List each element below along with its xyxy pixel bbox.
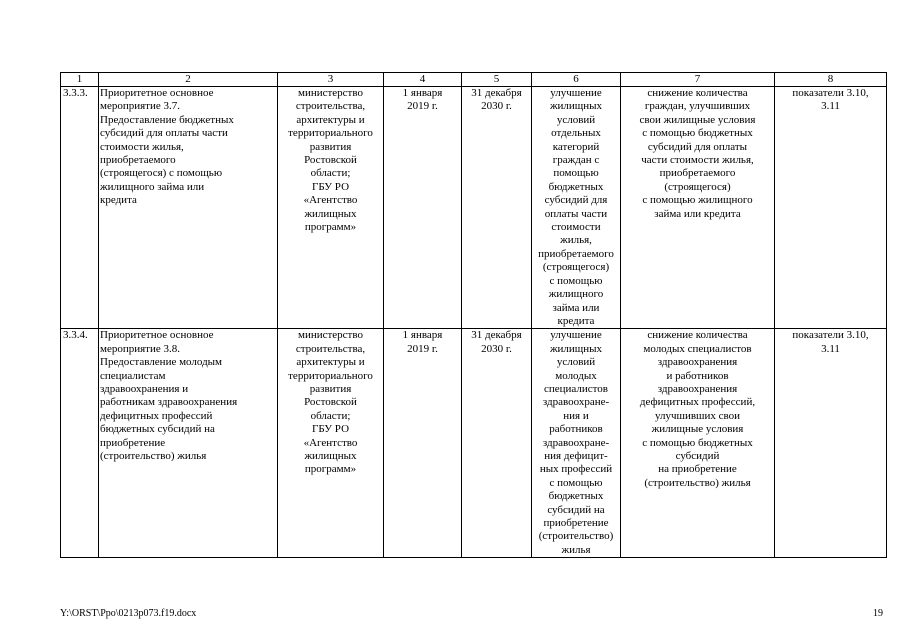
header-cell: 4 xyxy=(384,73,462,87)
activity-name-cell: Приоритетное основное мероприятие 3.8. Предоставление молодым специалистам здравоохранения и работникам здравоохранения дефицитных профессий бюджетных субсидий на приобретение (строительство) жилья xyxy=(99,329,278,558)
document-file-path: Y:\ORST\Ppo\0213p073.f19.docx xyxy=(60,608,197,619)
end-date-cell: 31 декабря 2030 г. xyxy=(462,87,532,329)
program-activities-table xyxy=(60,72,887,558)
column-number-header-row xyxy=(61,73,887,87)
activity-name-cell: Приоритетное основное мероприятие 3.7. Предоставление бюджетных субсидий для оплаты части стоимости жилья, приобретаемого (строящегося) с помощью жилищного займа или кредита xyxy=(99,87,278,329)
end-date-cell: 31 декабря 2030 г. xyxy=(462,329,532,558)
expected-result-cell: улучшение жилищных условий отдельных категорий граждан с помощью бюджетных субсидий для оплаты части стоимости жилья, приобретаемого (строящегося) с помощью жилищного займа или кредита xyxy=(532,87,621,329)
header-cell: 7 xyxy=(621,73,775,87)
start-date-cell: 1 января 2019 г. xyxy=(384,87,462,329)
indicators-cell: показатели 3.10, 3.11 xyxy=(775,329,887,558)
executor-cell: министерство строительства, архитектуры и территориального развития Ростовской области; ГБУ РО «Агентство жилищных программ» xyxy=(278,87,384,329)
start-date-cell: 1 января 2019 г. xyxy=(384,329,462,558)
header-cell: 2 xyxy=(99,73,278,87)
expected-result-cell: улучшение жилищных условий молодых специалистов здравоохране- ния и работников здравоохране- ния дефицит- ных профессий с помощью бюджетных субсидий на приобретение (строительство) жилья xyxy=(532,329,621,558)
header-cell: 5 xyxy=(462,73,532,87)
header-cell: 1 xyxy=(61,73,99,87)
header-cell: 8 xyxy=(775,73,887,87)
indicators-cell: показатели 3.10, 3.11 xyxy=(775,87,887,329)
row-number-cell: 3.3.4. xyxy=(61,329,99,558)
page-number: 19 xyxy=(873,608,883,619)
header-cell: 3 xyxy=(278,73,384,87)
header-cell: 6 xyxy=(532,73,621,87)
row-number-cell: 3.3.3. xyxy=(61,87,99,329)
consequence-cell: снижение количества молодых специалистов здравоохранения и работников здравоохранения дефицитных профессий, улучшивших свои жилищные условия с помощью бюджетных субсидий на приобретение (строительство) жилья xyxy=(621,329,775,558)
table-row xyxy=(61,329,887,558)
consequence-cell: снижение количества граждан, улучшивших свои жилищные условия с помощью бюджетных субсидий для оплаты части стоимости жилья, приобретаемого (строящегося) с помощью жилищного займа или кредита xyxy=(621,87,775,329)
executor-cell: министерство строительства, архитектуры и территориального развития Ростовской области; ГБУ РО «Агентство жилищных программ» xyxy=(278,329,384,558)
table-row xyxy=(61,87,887,329)
